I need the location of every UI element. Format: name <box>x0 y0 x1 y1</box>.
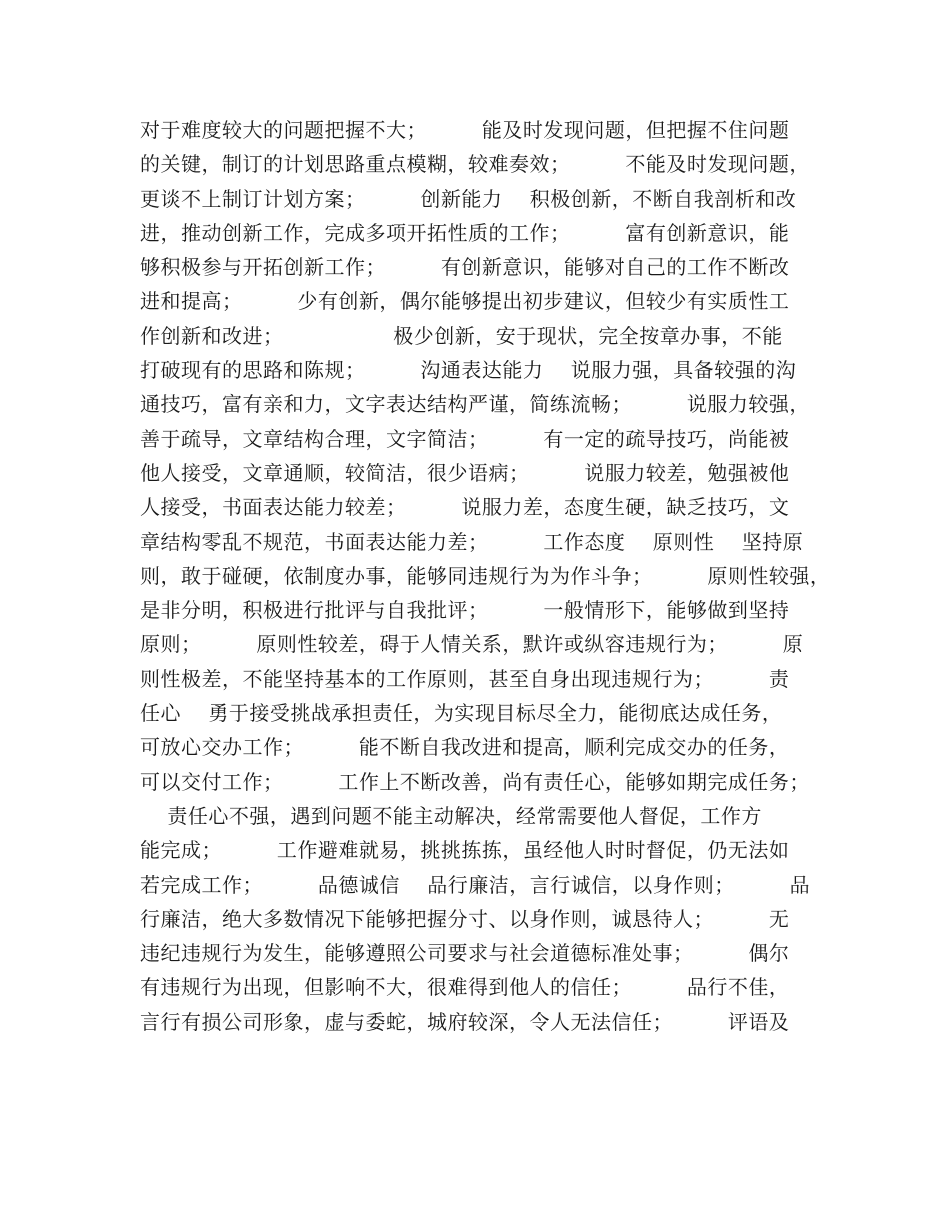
text-line: 则性极差，不能坚持基本的工作原则，甚至自身出现违规行为； 责 <box>140 666 790 691</box>
text-line: 责任心不强，遇到问题不能主动解决，经常需要他人督促，工作方 <box>140 803 762 828</box>
text-line: 违纪违规行为发生，能够遵照公司要求与社会道德标准处事； 偶尔 <box>140 941 790 966</box>
text-line: 言行有损公司形象，虚与委蛇，城府较深，令人无法信任； 评语及 <box>140 1009 790 1034</box>
text-line: 行廉洁，绝大多数情况下能够把握分寸、以身作则，诚恳待人； 无 <box>140 906 790 931</box>
text-line: 更谈不上制订计划方案； 创新能力 积极创新，不断自我剖析和改 <box>140 186 797 211</box>
text-line: 若完成工作； 品德诚信 品行廉洁，言行诚信，以身作则； 品 <box>140 872 811 897</box>
text-line: 可以交付工作； 工作上不断改善，尚有责任心，能够如期完成任务； <box>140 769 810 794</box>
text-line: 人接受，书面表达能力较差； 说服力差，态度生硬，缺乏技巧，文 <box>140 495 790 520</box>
text-line: 能完成； 工作避难就易，挑挑拣拣，虽经他人时时督促，仍无法如 <box>140 838 790 863</box>
text-line: 可放心交办工作； 能不断自我改进和提高，顺利完成交办的任务， <box>140 735 790 760</box>
text-line: 够积极参与开拓创新工作； 有创新意识，能够对自己的工作不断改 <box>140 255 790 280</box>
text-line: 的关键，制订的计划思路重点模糊，较难奏效； 不能及时发现问题， <box>140 152 810 177</box>
text-line: 章结构零乱不规范，书面表达能力差； 工作态度 原则性 坚持原 <box>140 529 804 554</box>
text-line: 他人接受，文章通顺，较简洁，很少语病； 说服力较差，勉强被他 <box>140 460 790 485</box>
text-line: 作创新和改进； 极少创新，安于现状，完全按章办事，不能 <box>140 323 783 348</box>
text-line: 对于难度较大的问题把握不大； 能及时发现问题，但把握不住问题 <box>140 118 790 142</box>
text-line: 则，敢于碰硬，依制度办事，能够同违规行为为作斗争； 原则性较强， <box>140 563 831 588</box>
text-line: 进和提高； 少有创新，偶尔能够提出初步建议，但较少有实质性工 <box>140 289 790 314</box>
text-line: 善于疏导，文章结构合理，文字简洁； 有一定的疏导技巧，尚能被 <box>140 426 790 451</box>
text-line: 原则； 原则性较差，碍于人情关系，默许或纵容违规行为； 原 <box>140 632 804 657</box>
text-line: 是非分明，积极进行批评与自我批评； 一般情形下，能够做到坚持 <box>140 598 790 623</box>
text-line: 通技巧，富有亲和力，文字表达结构严谨，简练流畅； 说服力较强， <box>140 392 810 417</box>
text-line: 有违规行为出现，但影响不大，很难得到他人的信任； 品行不佳， <box>140 975 790 1000</box>
text-line: 任心 勇于接受挑战承担责任，为实现目标尽全力，能彻底达成任务， <box>140 701 783 726</box>
text-line: 打破现有的思路和陈规； 沟通表达能力 说服力强，具备较强的沟 <box>140 358 797 383</box>
text-line: 进，推动创新工作，完成多项开拓性质的工作； 富有创新意识，能 <box>140 220 790 245</box>
body-text <box>140 113 830 1039</box>
